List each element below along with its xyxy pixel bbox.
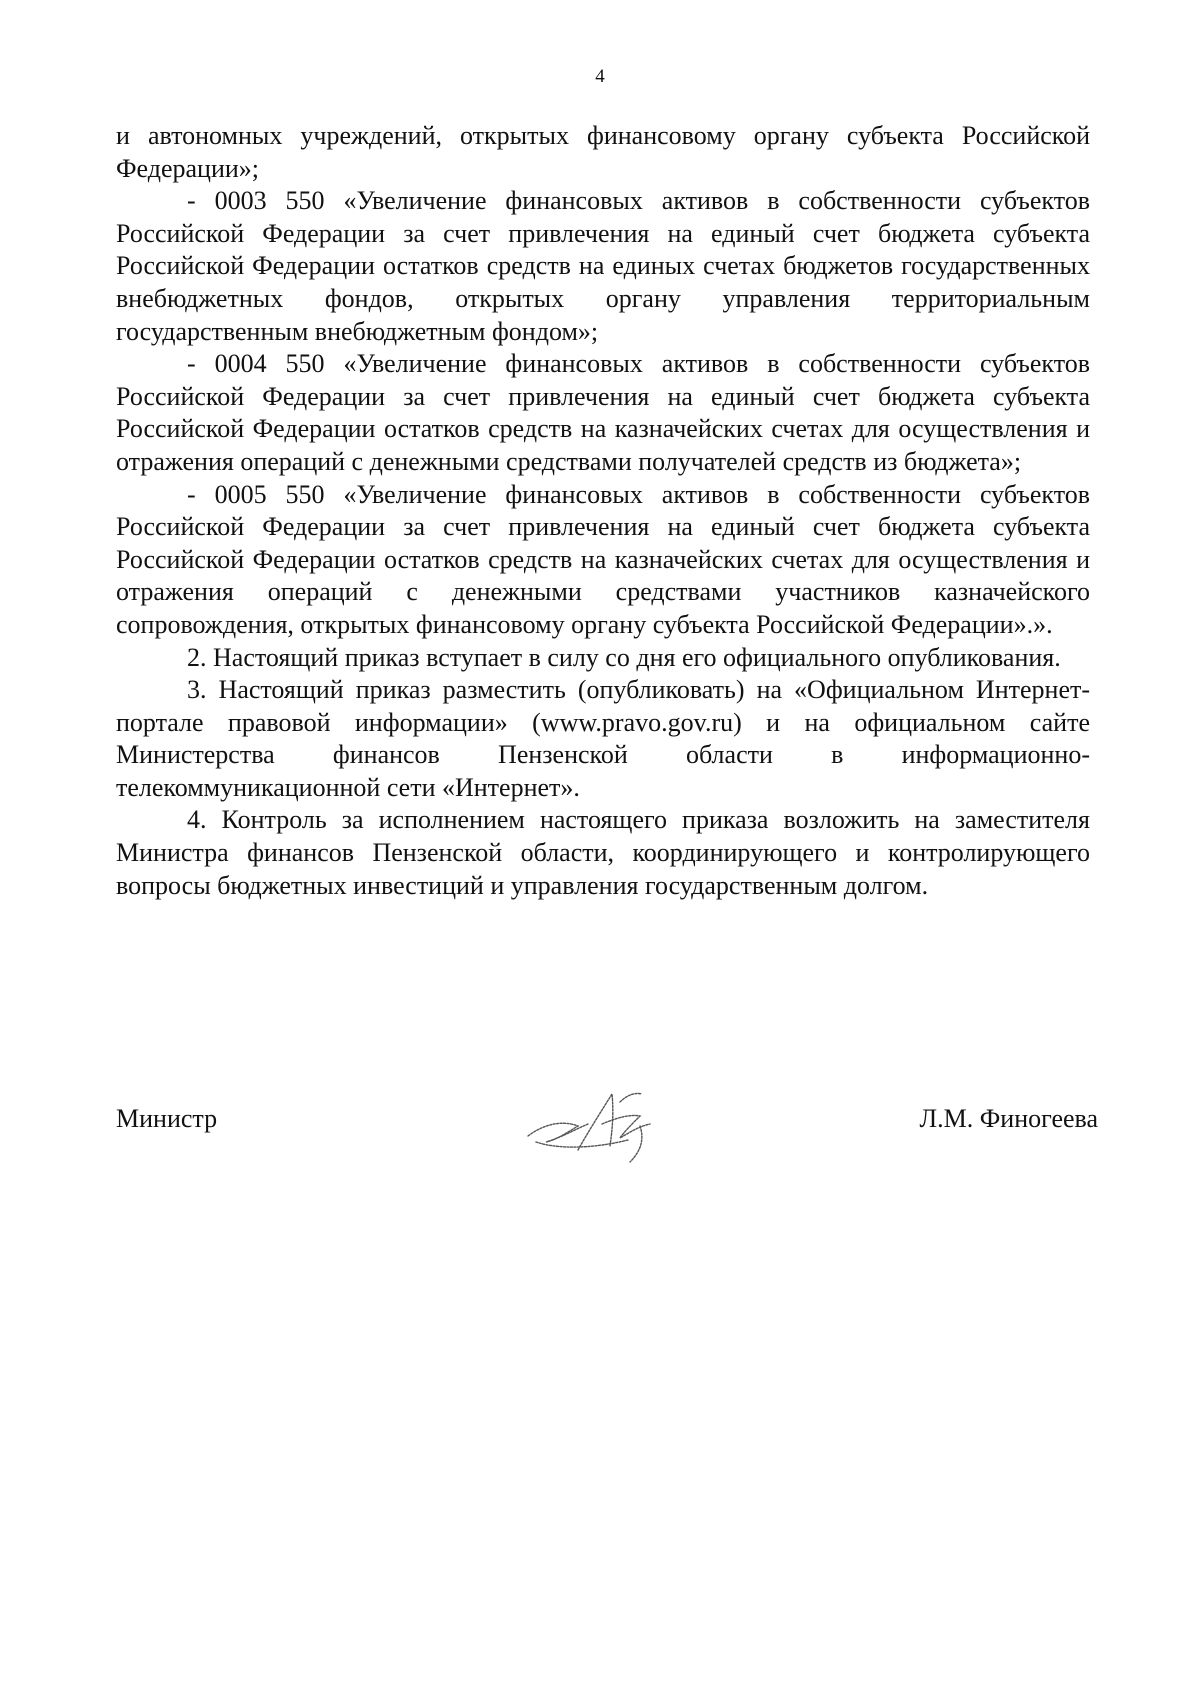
paragraph-item-3: 3. Настоящий приказ разместить (опубликовать) на «Официальном Интернет-портале правовой информации» (www.pravo.gov.ru) и на официальном сайте Министерства финансов Пензенской области в информационно-телекоммуникационной сети «Интернет». (116, 675, 1090, 802)
signatory-name: Л.М. Финогеева (919, 1104, 1098, 1133)
handwritten-signature (516, 1080, 676, 1170)
paragraph-code-0004: - 0004 550 «Увеличение финансовых активов в собственности субъектов Российской Федерации за счет привлечения на единый счет бюджета субъекта Российской Федерации остатков средств на казначейских счетах для осуществления и отражения операций с денежными средствами получателей средств из бюджета»; (116, 349, 1090, 476)
paragraph-code-0005: - 0005 550 «Увеличение финансовых активов в собственности субъектов Российской Федерации за счет привлечения на единый счет бюджета субъекта Российской Федерации остатков средств на казначейских счетах для осуществления и отражения операций с денежными средствами участников казначейского сопровождения, открытых финансовому органу субъекта Российской Федерации».». (116, 479, 1090, 639)
signature-block (116, 1090, 1098, 1180)
paragraph-code-0003: - 0003 550 «Увеличение финансовых активов в собственности субъектов Российской Федерации за счет привлечения на единый счет бюджета субъекта Российской Федерации остатков средств на единых счетах бюджетов государственных внебюджетных фондов, открытых органу управления территориальным государственным внебюджетным фондом»; (116, 186, 1090, 346)
page-number: 4 (595, 66, 605, 87)
document-body (116, 120, 1090, 902)
signatory-position: Министр (116, 1104, 218, 1133)
paragraph-item-4: 4. Контроль за исполнением настоящего приказа возложить на заместителя Министра финансов Пензенской области, координирующего и контролирующего вопросы бюджетных инвестиций и управления государственным долгом. (116, 805, 1090, 900)
paragraph-item-2: 2. Настоящий приказ вступает в силу со дня его официального опубликования. (187, 642, 1061, 672)
paragraph-continuation: и автономных учреждений, открытых финансовому органу субъекта Российской Федерации»; (116, 121, 1090, 183)
